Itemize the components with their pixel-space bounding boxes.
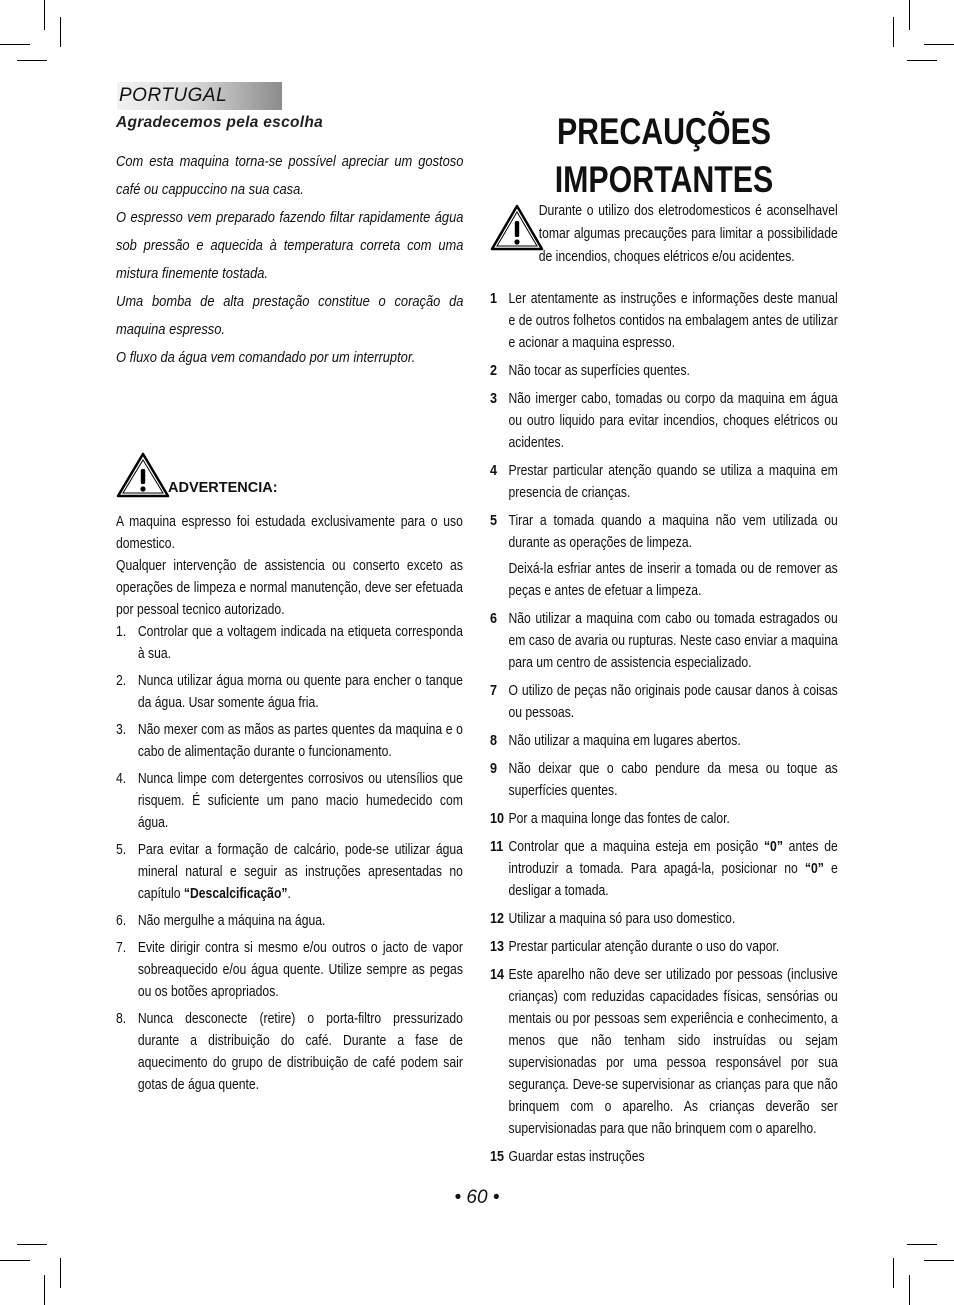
- item-text: Não mergulhe a máquina na água.: [137, 913, 326, 929]
- crop-mark: [17, 1244, 47, 1245]
- item-text: Nunca desconecte (retire) o porta-filtro pressurizado durante a distribuição do café. Durante a fase de aquecimento do grupo de distribuição de café podem sair gotas de água quente.: [137, 1011, 463, 1093]
- language-label: PORTUGAL: [119, 85, 228, 106]
- item-text: Nunca limpe com detergentes corrosivos ou utensílios que risquem. É suficiente um pano macio humedecido com água.: [137, 771, 463, 831]
- list-item: [490, 388, 838, 454]
- item-text: Este aparelho não deve ser utilizado por pessoas (inclusive crianças) com reduzidas capacidades físicas, sensórias ou mentais ou por pessoas sem experiência e conhecimento, a menos que não tenham sido instruídas ou sejam supervisionadas por uma pessoa responsável por sua segurança. Deve-se supervisionar as crianças para que não brinquem com o aparelho. As crianças deverão ser supervisionadas para que não brinquem com o aparelho.: [508, 967, 838, 1137]
- item-text: Por a maquina longe das fontes de calor.: [508, 811, 730, 827]
- item-number: 15: [490, 1148, 505, 1165]
- crop-mark: [907, 1244, 937, 1245]
- list-item: [116, 937, 463, 1003]
- item-number: 8: [490, 732, 498, 749]
- switch-position: “0”: [763, 839, 783, 855]
- item-text: Guardar estas instruções: [508, 1149, 645, 1165]
- item-number: 8.: [116, 1011, 127, 1027]
- item-number: 6: [490, 610, 498, 627]
- item-number: 3.: [116, 722, 127, 738]
- page-number: • 60 •: [454, 1187, 500, 1208]
- precautions-title: [490, 108, 838, 204]
- item-text: Utilizar a maquina só para uso domestico.: [508, 911, 736, 927]
- list-item: [490, 1146, 838, 1168]
- list-item: [490, 460, 838, 504]
- item-number: 13: [490, 938, 505, 955]
- crop-mark: [893, 17, 894, 47]
- intro-title: Agradecemos pela escolha: [116, 114, 324, 131]
- item-text: Ler atentamente as instruções e informações deste manual e de outros folhetos contidos na embalagem antes de utilizar e acionar a maquina espresso.: [508, 291, 838, 351]
- list-item: [490, 808, 838, 830]
- crop-mark: [60, 17, 61, 47]
- item-text: Controlar que a maquina esteja em posição: [508, 839, 764, 855]
- precautions-section: [490, 288, 838, 1174]
- item-text: Não tocar as superfícies quentes.: [508, 363, 690, 379]
- item-number: 4.: [116, 771, 127, 787]
- item-text: Não utilizar a maquina em lugares abertos.: [508, 733, 741, 749]
- item-number: 10: [490, 810, 505, 827]
- list-item: [490, 288, 838, 354]
- precautions-intro-text: Durante o utilizo dos eletrodomesticos é aconselhavel tomar algumas precauções para limitar a possibilidade de incendios, choques elétricos e/ou acidentes.: [538, 203, 838, 265]
- intro-section: [116, 112, 463, 372]
- list-item: [116, 839, 463, 905]
- list-item: [116, 719, 463, 763]
- crop-mark: [909, 1275, 910, 1305]
- list-item: [490, 360, 838, 382]
- title-line: IMPORTANTES: [554, 159, 774, 200]
- item-number: 5.: [116, 842, 127, 858]
- crop-mark: [924, 1260, 954, 1261]
- item-text: .: [287, 886, 291, 902]
- list-item: [116, 621, 463, 665]
- warning-list: [116, 621, 463, 1096]
- item-text: Prestar particular atenção durante o uso do vapor.: [508, 939, 780, 955]
- item-text: antes de introduzir a tomada. Para apagá-la, posicionar no: [508, 839, 838, 877]
- item-text: Nunca utilizar água morna ou quente para encher o tanque da água. Usar somente água fria.: [137, 673, 463, 711]
- intro-paragraph: O fluxo da água vem comandado por um interruptor.: [116, 349, 416, 366]
- item-number: 2.: [116, 673, 127, 689]
- warning-title: ADVERTENCIA:: [168, 480, 278, 496]
- crop-mark: [60, 1258, 61, 1288]
- item-number: 12: [490, 910, 505, 927]
- crop-mark: [17, 60, 47, 61]
- item-number: 3: [490, 390, 498, 407]
- crop-mark: [893, 1258, 894, 1288]
- warning-triangle-icon: [116, 452, 170, 498]
- list-item: [116, 768, 463, 834]
- item-number: 6.: [116, 913, 127, 929]
- item-number: 1.: [116, 624, 127, 640]
- item-number: 1: [490, 290, 498, 307]
- crop-mark: [44, 0, 45, 30]
- precautions-intro: [490, 200, 838, 269]
- list-item: [490, 608, 838, 674]
- item-number: 11: [490, 838, 504, 855]
- item-text: Não deixar que o cabo pendure da mesa ou toque as superfícies quentes.: [508, 761, 838, 799]
- item-number: 14: [490, 966, 505, 983]
- list-item: [490, 908, 838, 930]
- list-item: [490, 936, 838, 958]
- crop-mark: [0, 1260, 30, 1261]
- item-text: Tirar a tomada quando a maquina não vem utilizada ou durante as operações de limpeza.: [508, 513, 838, 551]
- list-item: [490, 680, 838, 724]
- chapter-reference: “Descalcificação”: [183, 886, 288, 902]
- item-subtext: Deixá-la esfriar antes de inserir a tomada ou de remover as peças e antes de efetuar a limpeza.: [508, 561, 838, 599]
- item-text: O utilizo de peças não originais pode causar danos à coisas ou pessoas.: [508, 683, 838, 721]
- warning-paragraph: Qualquer intervenção de assistencia ou conserto exceto as operações de limpeza e normal manutenção, deve ser efetuada por pessoal tecnico autorizado.: [116, 558, 463, 618]
- warning-paragraph: A maquina espresso foi estudada exclusivamente para o uso domestico.: [116, 514, 463, 552]
- item-text: Evite dirigir contra si mesmo e/ou outros o jacto de vapor sobreaquecido e/ou água quente. Utilize sempre as pegas ou os botões apropriados.: [137, 940, 463, 1000]
- intro-text: [116, 148, 463, 372]
- item-text: Não utilizar a maquina com cabo ou tomada estragados ou em caso de avaria ou rupturas. Neste caso enviar a maquina para um centro de assistencia especializado.: [508, 611, 838, 671]
- item-text: Para evitar a formação de calcário, pode-se utilizar água mineral natural e seguir as instruções apresentadas no capítulo: [137, 842, 463, 902]
- list-item: [490, 836, 838, 902]
- list-item: [116, 910, 463, 932]
- item-text: Não imerger cabo, tomadas ou corpo da maquina em água ou outro liquido para evitar incendios, choques elétricos ou acidentes.: [508, 391, 838, 451]
- item-number: 2: [490, 362, 498, 379]
- crop-mark: [909, 0, 910, 30]
- item-text: Controlar que a voltagem indicada na etiqueta corresponda à sua.: [137, 624, 463, 662]
- warning-section: [116, 511, 463, 1101]
- item-number: 4: [490, 462, 498, 479]
- item-text: Não mexer com as mãos as partes quentes da maquina e o cabo de alimentação durante o funcionamento.: [137, 722, 463, 760]
- list-item: [490, 964, 838, 1140]
- crop-mark: [907, 60, 937, 61]
- list-item: [490, 758, 838, 802]
- list-item: [116, 670, 463, 714]
- item-text: Prestar particular atenção quando se utiliza a maquina em presencia de crianças.: [508, 463, 838, 501]
- list-item: [490, 510, 838, 602]
- list-item: [116, 1008, 463, 1096]
- item-number: 7: [490, 682, 498, 699]
- language-tab: [117, 82, 282, 110]
- warning-heading: [116, 452, 463, 504]
- crop-mark: [924, 44, 954, 45]
- item-number: 9: [490, 760, 498, 777]
- item-number: 7.: [116, 940, 127, 956]
- intro-paragraph: Uma bomba de alta prestação constitue o coração da maquina espresso.: [116, 293, 464, 338]
- list-item: [490, 730, 838, 752]
- crop-mark: [0, 44, 30, 45]
- item-number: 5: [490, 512, 498, 529]
- intro-paragraph: O espresso vem preparado fazendo filtar rapidamente água sob pressão e aquecida à temperatura correta com uma mistura finemente tostada.: [116, 209, 464, 282]
- item-text: e desligar a tomada.: [508, 861, 838, 899]
- intro-paragraph: Com esta maquina torna-se possível apreciar um gostoso café ou cappuccino na sua casa.: [116, 153, 464, 198]
- title-line: PRECAUÇÕES: [556, 111, 772, 152]
- crop-mark: [44, 1275, 45, 1305]
- switch-position: “0”: [804, 861, 824, 877]
- precautions-list: [490, 288, 838, 1168]
